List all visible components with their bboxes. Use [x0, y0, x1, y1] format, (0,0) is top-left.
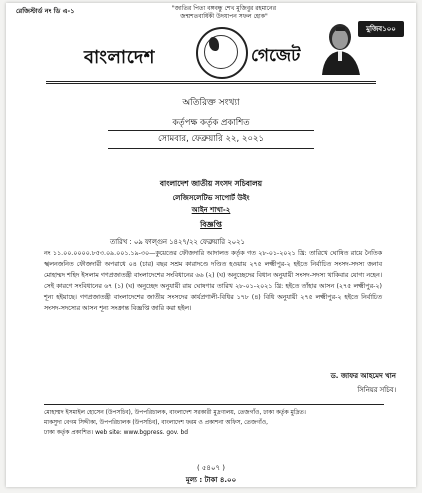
notice-body: নং ১১.০০.০০০০.৮৫৩.০৯.০০১.১৯-৩০—কুয়েতের ফৌজদারি আদালত কর্তৃক গত ২৮-০১-২০২১ খ্রি: তারিখে ঘোষিত রায়ে নৈতিক স্খলনজনিত ফৌজদারী অপরাধে ০৪ (চার) বছর সশ্রম কারাদণ্ডে দণ্ডিত হওয়ায় ২৭৫ লক্ষ্মীপুর-২ হইতে নির্বাচিত সংসদ-সদস্য জনাব মোহাম্মদ শহিদ ইসলাম গণপ্রজাতন্ত্রী বাংলাদেশের সংবিধানের ৬৬ (২) (ঘ) অনুচ্ছেদের বিধান অনুযায়ী সংসদ-সদস্য থাকিবার যোগ্য নহেন। সেই কারণে সংবিধানের ৬৭ (১) (ঘ) অনুচ্ছেদ অনুযায়ী রায় ঘোষণার তারিখ ২৮-০১-২০২১ খ্রি: হইতে তাঁহার আসন (২৭৫ লক্ষ্মীপুর-২) শূন্য হইয়াছে। গণপ্রজাতন্ত্রী বাংলাদেশের জাতীয় সংসদের কার্যপ্রণালী-বিধির ১৭৮ (৪) বিধি অনুযায়ী ২৭৫ লক্ষ্মীপুর-২ হইতে নির্বাচিত সংসদ-সদস্যের আসন শূন্য সংক্রান্ত বিজ্ঞপ্তি জারি করা হইল।	[44, 250, 382, 312]
imprint-line-2: মাকসুদা বেগম সিদ্দীকা, উপপরিচালক (উপসচিব), বাংলাদেশ ফরম ও প্রকাশনা অফিস, তেজগাঁও,	[44, 420, 269, 426]
imprint-line-3: ঢাকা কর্তৃক প্রকাশিত। web site: www.bgpress. gov. bd	[44, 430, 189, 436]
imprint-line-1: মোহাম্মদ ইসমাইল হোসেন (উপসচিব), উপপরিচালক, বাংলাদেশ সরকারী মুদ্রণালয়, তেজগাঁও, ঢাকা কর্তৃক মুদ্রিত।	[44, 410, 306, 416]
notice-title: বিজ্ঞপ্তি	[200, 220, 222, 229]
issue-date: সোমবার, ফেব্রুয়ারি ২২, ২০২১	[108, 130, 314, 149]
registration-number: রেজিস্টার্ড নং ডি এ-১	[16, 7, 75, 15]
header-rule-double	[46, 83, 376, 84]
wing-name: লেজিসলেটিভ সাপোর্ট উইং	[172, 194, 250, 202]
mujib-centenary-logo: মুজিব১০০	[358, 21, 404, 37]
gazette-word: গেজেট	[251, 46, 301, 66]
notice-date: তারিখ : ০৯ ফাল্গুন ১৪২৭/২২ ফেব্রুয়ারি ২০২১	[110, 238, 245, 246]
signatory-name: ড. জাফর আহমেদ খান	[330, 372, 396, 380]
government-seal-icon	[196, 27, 248, 79]
printer-imprint	[44, 408, 384, 438]
centenary-motto	[124, 5, 324, 21]
map-icon	[209, 37, 219, 51]
gazette-page	[6, 3, 416, 487]
motto-line-1: "জাতির পিতা বঙ্গবন্ধু শেখ মুজিবুর রহমানের	[171, 5, 277, 12]
extraordinary-label: অতিরিক্ত সংখ্যা	[182, 98, 240, 108]
signatory-title: সিনিয়র সচিব।	[357, 386, 396, 394]
page-serial: ( ৫৪০৭ )	[196, 464, 226, 472]
price-label: মূল্য : টাকা ৪.০০	[185, 476, 237, 484]
header-rule	[46, 81, 376, 82]
footer-rule	[44, 404, 384, 405]
secretariat-name: বাংলাদেশ জাতীয় সংসদ সচিবালয়	[159, 179, 263, 188]
motto-line-2: জন্মশতবার্ষিকী উদযাপন সফল হোক"	[180, 13, 268, 20]
branch-name: আইন শাখা-২	[191, 206, 231, 214]
authority-label: কর্তৃপক্ষ কর্তৃক প্রকাশিত	[172, 118, 250, 128]
gazette-country: বাংলাদেশ	[84, 47, 155, 68]
